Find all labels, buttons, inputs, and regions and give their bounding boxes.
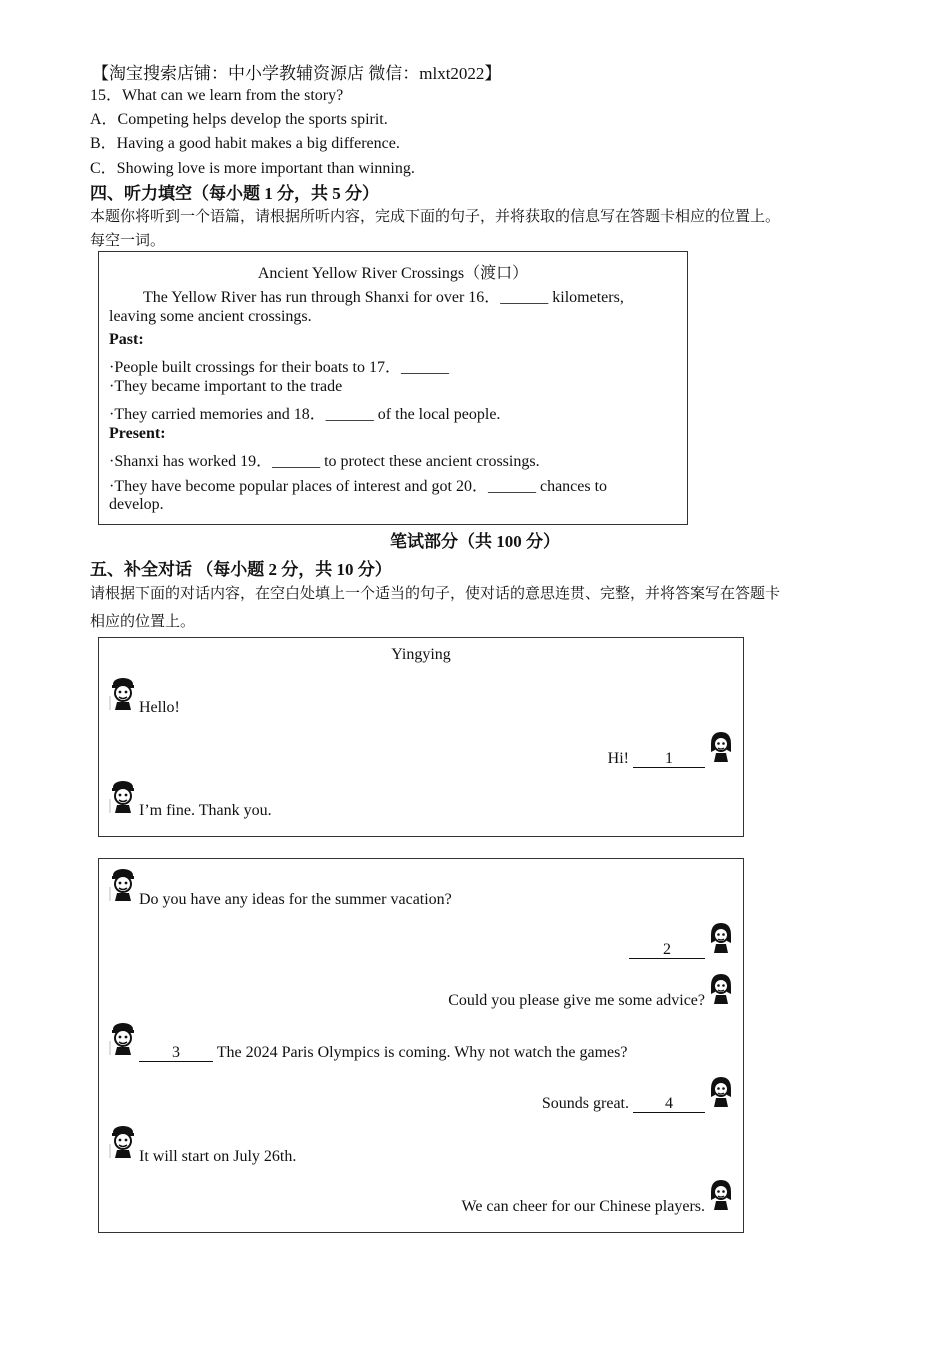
section5-title: 五、补全对话 （每小题 2 分，共 10 分） <box>90 560 392 579</box>
dialog2-line-6: It will start on July 26th. <box>139 1148 297 1165</box>
dialog-box-1 <box>98 637 744 837</box>
q15-option-b: B．Having a good habit makes a big difference. <box>90 135 400 152</box>
section5-instruction-2: 相应的位置上。 <box>90 614 196 630</box>
girl-avatar-icon <box>707 1073 735 1107</box>
header-watermark: 【淘宝搜索店铺：中小学教辅资源店 微信：mlxt2022】 <box>92 64 502 83</box>
dialog-box-2 <box>98 858 744 1233</box>
answer-blank-2[interactable]: 2 <box>629 942 705 959</box>
past-item-3: ·They carried memories and 18．______ of the local people. <box>109 406 501 423</box>
past-item-1: ·People built crossings for their boats to 17．______ <box>109 359 449 376</box>
listening-box-title: Ancient Yellow River Crossings（渡口） <box>257 265 529 282</box>
boy-avatar-icon <box>109 1021 137 1055</box>
dialog-name: Yingying <box>391 646 451 663</box>
section4-title: 四、听力填空（每小题 1 分，共 5 分） <box>90 184 379 203</box>
dialog1-line-2: Hi! 1 <box>608 750 705 768</box>
q15-option-a: A．Competing helps develop the sports spirit. <box>90 111 388 128</box>
dialog2-line-1: Do you have any ideas for the summer vacation? <box>139 891 452 908</box>
present-label: Present: <box>109 425 166 442</box>
section4-instruction: 本题你将听到一个语篇，请根据所听内容，完成下面的句子，并将获取的信息写在答题卡相应的位置上。 <box>90 209 781 225</box>
dialog1-line-3: I’m fine. Thank you. <box>139 802 272 819</box>
q15-question: 15．What can we learn from the story? <box>90 87 344 104</box>
listening-intro-line-1: The Yellow River has run through Shanxi for over 16．______ kilometers, <box>143 289 624 306</box>
girl-avatar-icon <box>707 919 735 953</box>
present-item-1: ·Shanxi has worked 19．______ to protect these ancient crossings. <box>109 453 540 470</box>
boy-avatar-icon <box>109 867 137 901</box>
present-item-3: develop. <box>109 496 164 513</box>
listening-box <box>98 251 688 525</box>
section5-instruction: 请根据下面的对话内容，在空白处填上一个适当的句子，使对话的意思连贯、完整，并将答案写在答题卡 <box>90 586 781 602</box>
dialog1-line-1: Hello! <box>139 699 180 716</box>
past-item-2: ·They became important to the trade <box>109 378 343 395</box>
present-item-2: ·They have become popular places of interest and got 20．______ chances to <box>109 478 608 495</box>
girl-avatar-icon <box>707 970 735 1004</box>
dialog2-line-2 <box>629 941 705 959</box>
q15-option-c: C．Showing love is more important than winning. <box>90 160 415 177</box>
boy-avatar-icon <box>109 676 137 710</box>
girl-avatar-icon <box>707 728 735 762</box>
dialog2-line-7: We can cheer for our Chinese players. <box>461 1198 705 1215</box>
girl-avatar-icon <box>707 1176 735 1210</box>
dialog2-line-4: 3 The 2024 Paris Olympics is coming. Why not watch the games? <box>139 1044 627 1062</box>
answer-blank-1[interactable]: 1 <box>633 751 705 768</box>
section4-instruction-2: 每空一词。 <box>90 233 166 249</box>
past-label: Past: <box>109 331 144 348</box>
answer-blank-3[interactable]: 3 <box>139 1045 213 1062</box>
written-part-title: 笔试部分（共 100 分） <box>390 532 560 551</box>
dialog2-line-3: Could you please give me some advice? <box>448 992 705 1009</box>
boy-avatar-icon <box>109 1124 137 1158</box>
answer-blank-4[interactable]: 4 <box>633 1096 705 1113</box>
listening-intro-line-2: leaving some ancient crossings. <box>109 308 312 325</box>
boy-avatar-icon <box>109 779 137 813</box>
dialog2-line-5: Sounds great. 4 <box>542 1095 705 1113</box>
